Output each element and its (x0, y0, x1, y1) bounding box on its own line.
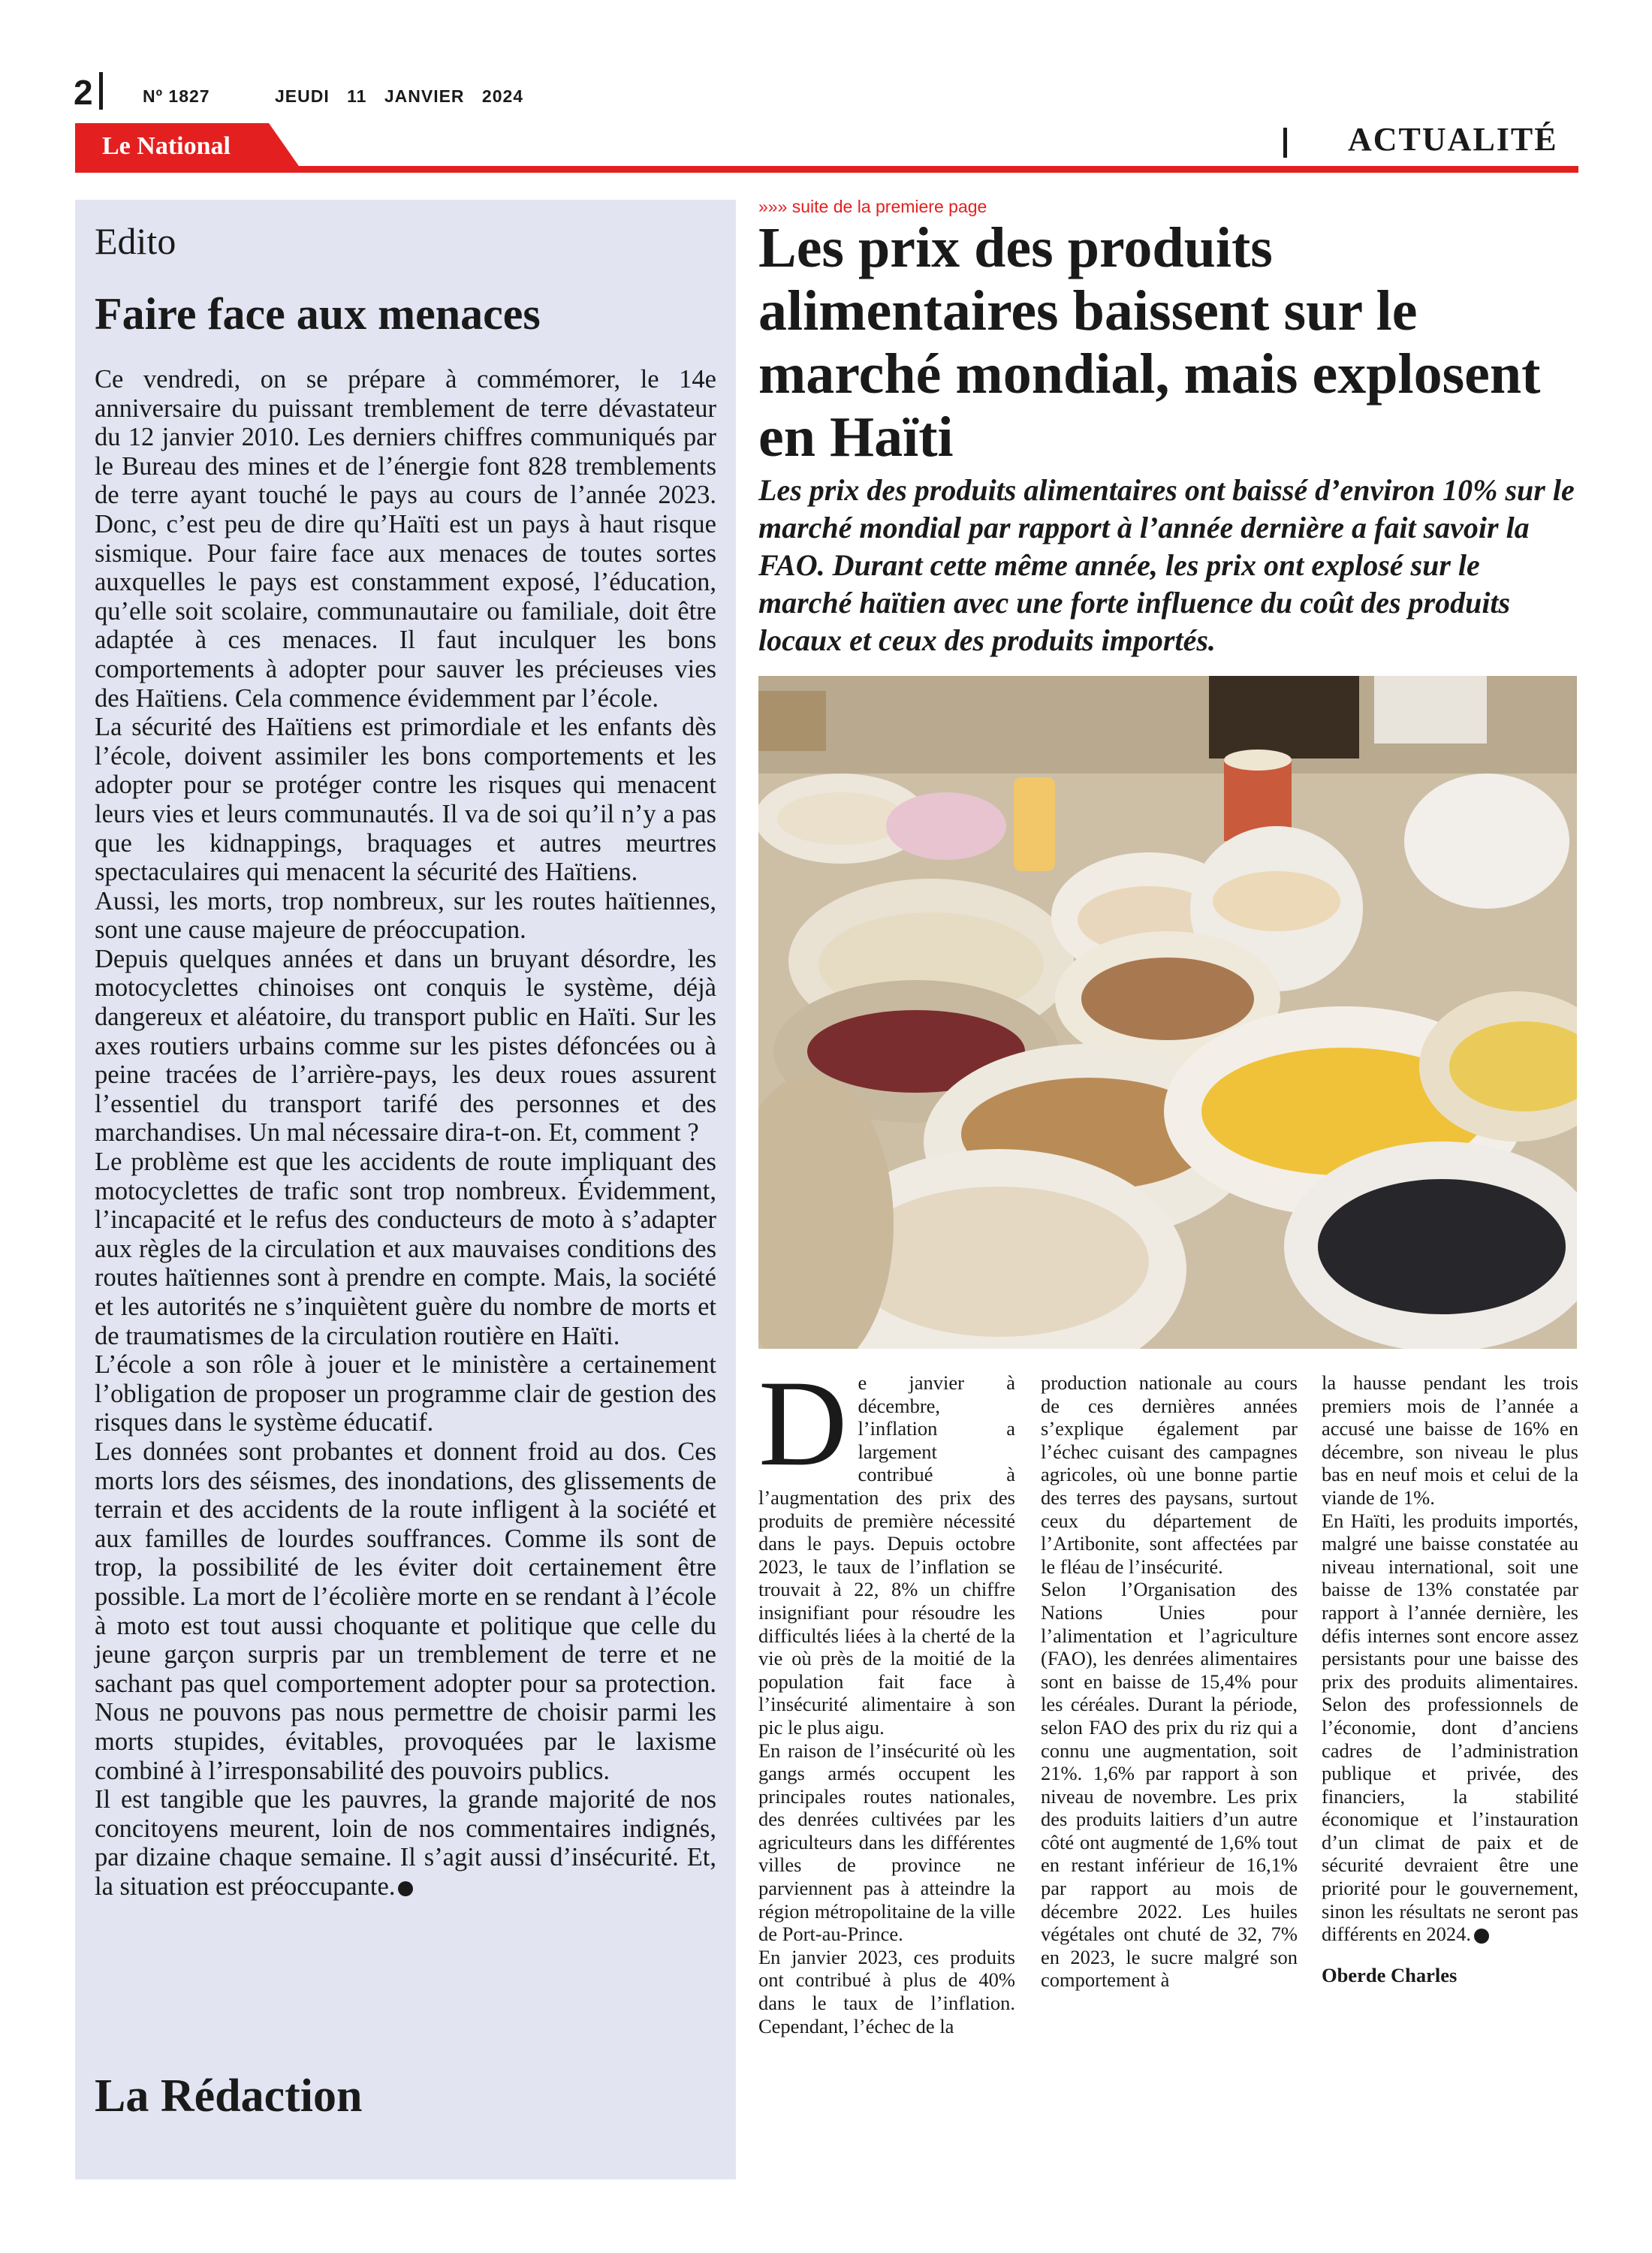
edito-title: Faire face aux menaces (95, 289, 541, 339)
edito-paragraph: Depuis quelques années et dans un bruyant désordre, les motocyclettes chinoises ont conquis le système, déjà dangereux et aléatoire, du transport public en Haïti. Sur les axes routiers urbains comme sur les pistes défoncées ou à peine tracées de l’arrière-pays, les deux roues assurent l’essentiel du transport tarifé des personnes et des marchandises. Un mal nécessaire dira-t-on. Et, comment ? (95, 944, 716, 1148)
article-headline: Les prix des produits alimentaires baissent sur le marché mondial, mais explosent en Haïti (758, 216, 1541, 469)
edito-paragraph: La sécurité des Haïtiens est primordiale et les enfants dès l’école, doivent assimiler les bons comportements et les adopter pour se protéger contre les risques qui menacent leurs vies et leurs communautés. Il va de soi qu’il n’y a pas que les kidnappings, braquages et autres meurtres spectaculaires qui menacent la sécurité des Haïtiens. (95, 713, 716, 887)
edito-body (95, 365, 716, 1901)
edito-paragraph-last (95, 1785, 716, 1901)
article-lede: Les prix des produits alimentaires ont baissé d’environ 10% sur le marché mondial par rapport à l’année dernière a fait savoir la FAO. Durant cette même année, les prix ont explosé sur le marché haïtien avec une forte influence du coût des produits locaux et ceux des produits importés. (758, 473, 1575, 657)
edito-signature: La Rédaction (95, 2071, 363, 2122)
section-label: ACTUALITÉ (1348, 121, 1558, 158)
newspaper-brand: Le National (102, 132, 231, 160)
article-column-1 (758, 1356, 1015, 2037)
continuation-kicker: »»» suite de la premiere page (758, 197, 987, 216)
edito-paragraph: L’école a son rôle à jouer et le ministère a certainement l’obligation de proposer un programme clair de gestion des risques dans le système éducatif. (95, 1350, 716, 1437)
drop-cap: D (758, 1356, 848, 1491)
edito-box (75, 200, 736, 2179)
edito-paragraph: Aussi, les morts, trop nombreux, sur les routes haïtiennes, sont une cause majeure de préoccupation. (95, 886, 716, 945)
article-paragraph: En janvier 2023, ces produits ont contribué à plus de 40% dans le taux de l’inflation. Cependant, l’échec de la (758, 1945, 1015, 2037)
header-rule (75, 166, 1578, 173)
article-paragraph-last (1322, 1510, 1578, 1946)
issue-date: JEUDI 11 JANVIER 2024 (275, 86, 524, 106)
article-paragraph-lead (758, 1356, 1015, 1739)
article-paragraph: En raison de l’insécurité où les gangs armés occupent les principales routes nationales, des denrées cultivées par les agriculteurs dans les différentes villes de province ne parviennent pas à atteindre la région métropolitaine de la ville de Port-au-Prince. (758, 1739, 1015, 1946)
edito-paragraph-text: Il est tangible que les pauvres, la grande majorité de nos concitoyens meurent, loin de nos commentaires indignés, par dizaine chaque semaine. Il s’agit aussi d’insécurité. Et, la situation est préoccupante. (95, 1785, 716, 1901)
edito-paragraph: Ce vendredi, on se prépare à commémorer, le 14e anniversaire du puissant tremblement de terre dévastateur du 12 janvier 2010. Les derniers chiffres communiqués par le Bureau des mines et de l’énergie font 828 tremblements de terre ayant touché le pays au cours de l’année 2023. Donc, c’est peu de dire qu’Haïti est un pays à haut risque sismique. Pour faire face aux menaces de toutes sortes auxquelles le pays est constamment exposé, l’éducation, qu’elle soit scolaire, communautaire ou familiale, doit être adaptée à ces menaces. Il faut inculquer les bons comportements à adopter pour sauver les précieuses vies des Haïtiens. Cela commence évidemment par l’école. (95, 365, 716, 713)
edito-kicker: Edito (95, 220, 176, 262)
page-number-divider (99, 72, 103, 110)
section-divider (1283, 128, 1287, 158)
edito-paragraph: Les données sont probantes et donnent froid au dos. Ces morts lors des séismes, des inondations, des glissements de terrain et des accidents de la route infligent à la société et aux familles de lourdes souffrances. Comme ils sont de trop, la possibilité de les éviter doit certainement être possible. La mort de l’écolière morte en se rendant à l’école à moto est tout aussi choquante et politique que celle du jeune garçon surpris par un tremblement de terre et ne sachant pas quel comportement adopter pour sa protection. Nous ne pouvons pas nous permettre de choisir parmi les morts stupides, évitables, provoquées par le laxisme combiné à l’irresponsabilité des pouvoirs publics. (95, 1437, 716, 1785)
end-mark-icon (1474, 1929, 1489, 1944)
article-paragraph: Selon l’Organisation des Nations Unies pour l’alimentation et l’agriculture (FAO), les denrées alimentaires sont en baisse de 15,4% pour les céréales. Durant la période, selon FAO des prix du riz qui a connu une augmentation, soit 21%. 1,6% par rapport à son niveau de novembre. Les prix des produits laitiers d’un autre côté ont augmenté de 1,6% tout en restant inférieur de 16,1% par rapport au mois de décembre 2022. Les huiles végétales ont chuté de 32, 7% en 2023, le sucre malgré son comportement à (1041, 1578, 1298, 1992)
article-paragraph: la hausse pendant les trois premiers mois de l’année a accusé une baisse de 16% en décembre, son niveau le plus bas en neuf mois et celui de la viande de 1%. (1322, 1371, 1578, 1509)
issue-number: Nº 1827 (143, 86, 210, 106)
article-column-3 (1322, 1371, 1578, 1986)
end-mark-icon (398, 1881, 413, 1896)
edito-paragraph: Le problème est que les accidents de route impliquant des motocyclettes de trafic sont trop nombreux. Évidemment, l’incapacité et le refus des conducteurs de moto à s’adapter aux règles de la circulation et aux mauvaises conditions des routes haïtiennes sont à prendre en compte. Mais, la société et les autorités ne s’inquiètent guère du nombre de morts et de traumatismes de la circulation routière en Haïti. (95, 1148, 716, 1350)
market-grain-sacks-photo (758, 676, 1577, 1349)
article-paragraph: production nationale au cours de ces dernières années s’explique également par l’échec cuisant des campagnes agricoles, où une bonne partie des terres des paysans, surtout ceux du département de l’Artibonite, sont affectées par le fléau de l’insécurité. (1041, 1371, 1298, 1578)
article-paragraph-text: e janvier à décembre, l’inflation a largement contribué à l’augmentation des prix des produits de première nécessité dans le pays. Depuis octobre 2023, le taux de l’inflation se trouvait à 22, 8% un chiffre insignifiant pour résoudre les difficultés liées à la cherté de la vie où près de la moitié de la population fait face à l’insécurité alimentaire à son pic le plus aigu. (758, 1371, 1015, 1739)
article-paragraph-text: En Haïti, les produits importés, malgré une baisse constatée au niveau international, soit une baisse de 13% constatée par rapport à l’année dernière, les défis internes sont encore assez persistants pour une baisse des prix des produits alimentaires. Selon des professionnels de l’économie, dont d’anciens cadres de l’administration publique et privée, des financiers, la stabilité économique et l’instauration d’un climat de paix et de sécurité devraient être une priorité pour le gouvernement, sinon les résultats ne seront pas différents en 2024. (1322, 1509, 1578, 1946)
article-byline: Oberde Charles (1322, 1963, 1458, 1986)
page-number: 2 (74, 73, 93, 112)
article-column-2 (1041, 1371, 1298, 1992)
